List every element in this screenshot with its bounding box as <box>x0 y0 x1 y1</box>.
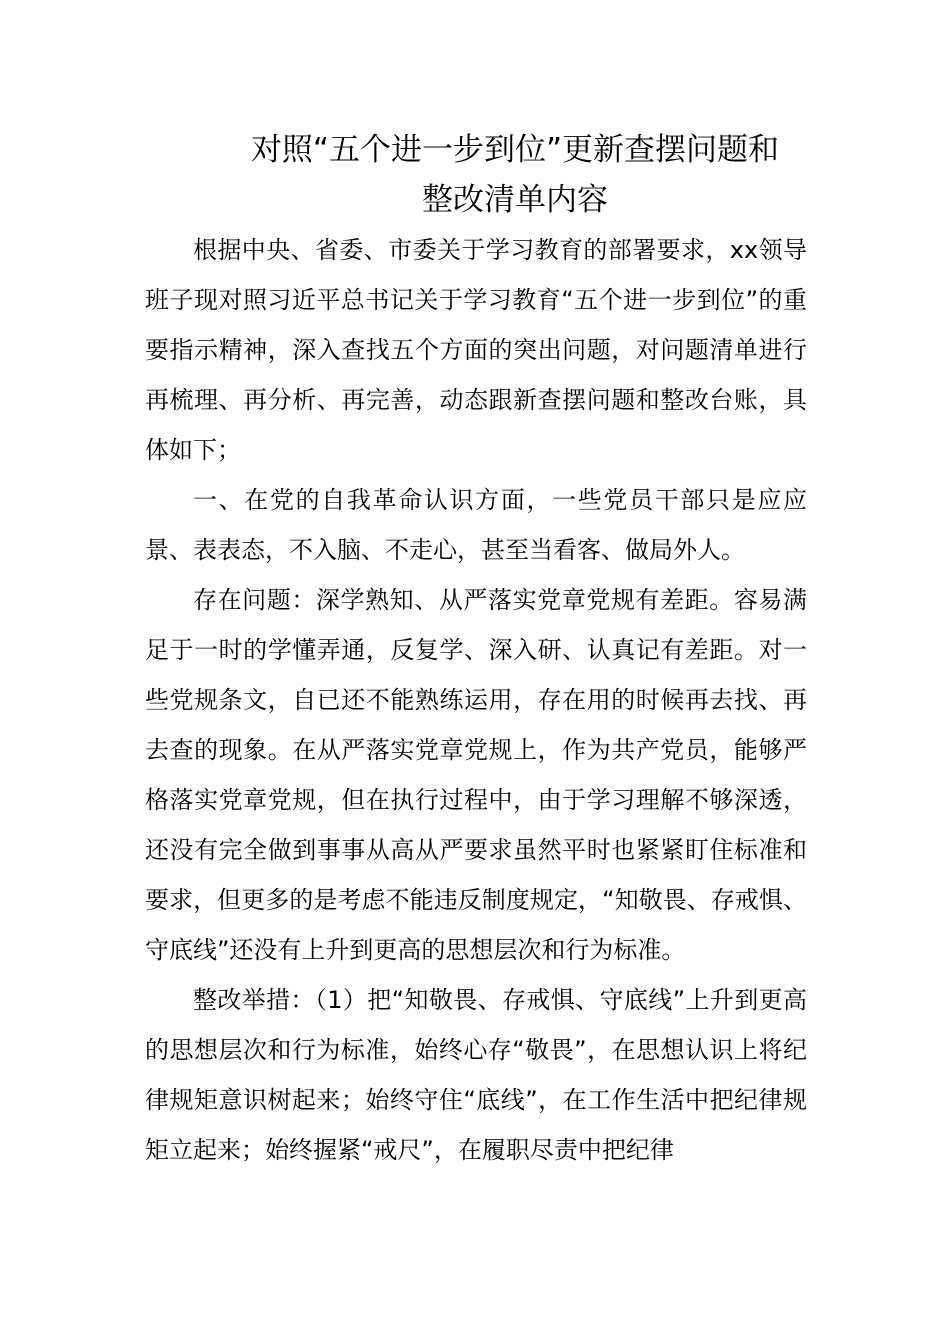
title-line-1: 对照“五个进一步到位”更新查摆问题和 <box>250 132 780 168</box>
document-body <box>145 225 807 1175</box>
paragraph-problems: 存在问题：深学熟知、从严落实党章党规有差距。容易满足于一时的学懂弄通，反复学、深入研、认真记有差距。对一些党规条文，自已还不能熟练运用，存在用的时候再去找、再去查的现象。在从严落实党章党规上，作为共产党员，能够严格落实党章党规，但在执行过程中，由于学习理解不够深透，还没有完全做到事事从高从严要求虽然平时也紧紧盯住标准和要求，但更多的是考虑不能违反制度规定，“知敬畏、存戒惧、守底线”还没有上升到更高的思想层次和行为标准。 <box>145 586 807 964</box>
title-line-2: 整改清单内容 <box>422 182 608 218</box>
paragraph-measures: 整改举措：（1）把“知敬畏、存戒惧、守底线”上升到更高的思想层次和行为标准，始终心存“敬畏”，在思想认识上将纪律规矩意识树起来；始终守住“底线”，在工作生活中把纪律规矩立起来；始终握紧“戒尺”，在履职尽责中把纪律 <box>145 986 807 1164</box>
paragraph-section-one: 一、在党的自我革命认识方面，一些党员干部只是应应景、表表态，不入脑、不走心，甚至当看客、做局外人。 <box>145 486 807 564</box>
document-title <box>140 125 890 225</box>
paragraph-intro: 根据中央、省委、市委关于学习教育的部署要求，xx领导班子现对照习近平总书记关于学习教育“五个进一步到位”的重要指示精神，深入查找五个方面的突出问题，对问题清单进行再梳理、再分析、再完善，动态跟新查摆问题和整改台账，具体如下； <box>145 236 807 464</box>
